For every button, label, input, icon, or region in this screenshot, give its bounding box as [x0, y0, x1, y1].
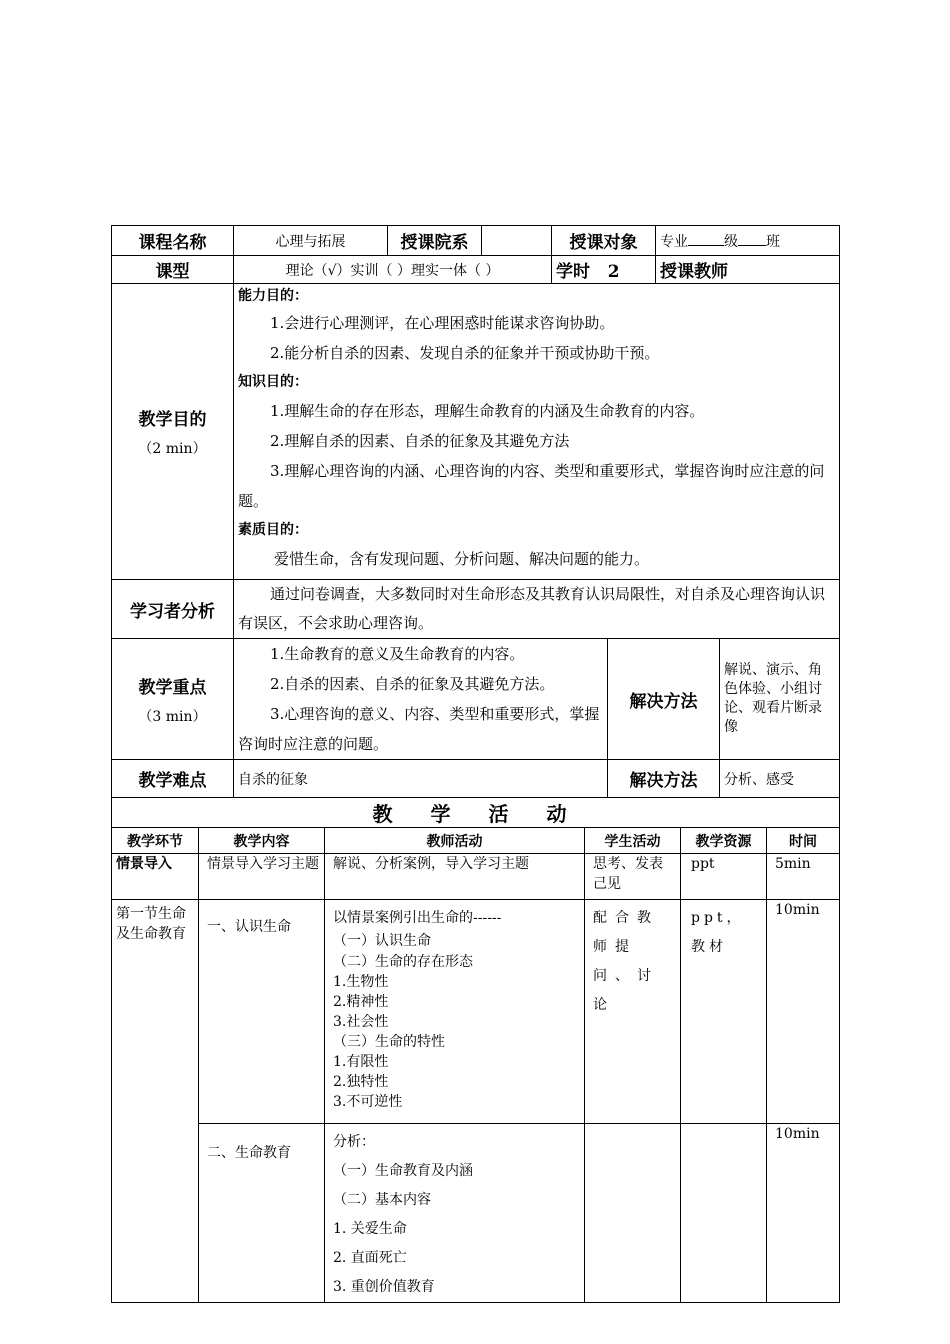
row2-teacher-item: （一）认识生命 — [333, 933, 431, 949]
key-method-label: 解决方法 — [608, 639, 720, 760]
row2-stage: 第一节生命及生命教育 — [112, 900, 199, 1303]
row2-teacher-item: 2.精神性 — [333, 994, 389, 1010]
row3-teacher-item: （二）基本内容 — [333, 1192, 431, 1208]
key-point-item: 3.心理咨询的意义、内容、类型和重要形式，掌握咨询时应注意的问题。 — [238, 705, 600, 753]
row3-teacher-item: 2. 直面死亡 — [333, 1250, 407, 1266]
key-points-table — [111, 638, 840, 798]
course-value: 心理与拓展 — [234, 226, 388, 256]
row2-teacher-item: （二）生命的存在形态 — [333, 954, 473, 970]
row2-teacher-item: 3.社会性 — [333, 1014, 389, 1030]
col-header: 教学资源 — [681, 828, 767, 854]
key-point-item: 2.自杀的因素、自杀的征象及其避免方法。 — [270, 675, 555, 693]
blank-class — [738, 231, 766, 246]
ability-item: 2.能分析自杀的因素、发现自杀的征象并干预或协助干预。 — [270, 344, 660, 362]
objectives-label-cell — [112, 284, 234, 580]
target-grade: 级 — [724, 233, 738, 250]
row1-content: 情景导入学习主题 — [199, 854, 325, 900]
key-points-content — [234, 639, 608, 760]
row3-student — [585, 1124, 681, 1303]
key-point-item: 1.生命教育的意义及生命教育的内容。 — [270, 645, 525, 663]
activities-title: 教学活动 — [372, 802, 605, 826]
lesson-plan-table — [111, 225, 840, 639]
learner-label: 学习者分析 — [112, 580, 234, 639]
row3-teacher-item: （一）生命教育及内涵 — [333, 1163, 473, 1179]
hours-label: 学时 — [556, 262, 590, 282]
course-label: 课程名称 — [112, 226, 234, 256]
dept-label: 授课院系 — [388, 226, 482, 256]
row1-time: 5min — [767, 854, 840, 900]
col-header: 教师活动 — [325, 828, 585, 854]
col-header: 时间 — [767, 828, 840, 854]
row2-content: 一、认识生命 — [199, 900, 325, 1124]
row2-teacher-item: 1.生物性 — [333, 974, 389, 990]
lesson-plan — [111, 225, 839, 1303]
knowledge-title: 知识目的： — [238, 374, 308, 390]
ability-title: 能力目的： — [238, 288, 308, 304]
row2-student: 配合教师提问、讨论 — [585, 900, 681, 1124]
row2-teacher — [325, 900, 585, 1124]
knowledge-item: 3.理解心理咨询的内涵、心理咨询的内容、类型和重要形式，掌握咨询时应注意的问题。 — [238, 462, 825, 510]
row1-resource: ppt — [681, 854, 767, 900]
row1-stage: 情景导入 — [112, 854, 199, 900]
row3-teacher — [325, 1124, 585, 1303]
row1-teacher: 解说、分析案例，导入学习主题 — [325, 854, 585, 900]
row2-teacher-item: （三）生命的特性 — [333, 1034, 445, 1050]
row2-resource: ppt，教材 — [681, 900, 767, 1124]
target-value — [656, 226, 840, 256]
row2-teacher-item: 2.独特性 — [333, 1074, 389, 1090]
dept-value — [482, 226, 552, 256]
row3-content: 二、生命教育 — [199, 1124, 325, 1303]
objectives-time: （2 min） — [138, 441, 207, 457]
learner-text: 通过问卷调查，大多数同时对生命形态及其教育认识局限性，对自杀及心理咨询认识有误区，不会求助心理咨询。 — [234, 580, 840, 639]
target-prefix: 专业 — [660, 233, 688, 250]
teacher-label: 授课教师 — [656, 256, 840, 284]
activities-title-cell — [112, 798, 840, 828]
difficulty-method-label: 解决方法 — [608, 760, 720, 798]
row3-teacher-item: 分析： — [333, 1134, 375, 1150]
difficulty-label: 教学难点 — [112, 760, 234, 798]
row3-resource — [681, 1124, 767, 1303]
row2-time: 10min — [767, 900, 840, 1124]
key-method-value: 解说、演示、角色体验、小组讨论、观看片断录像 — [720, 639, 840, 760]
col-header: 教学内容 — [199, 828, 325, 854]
quality-item: 爱惜生命，含有发现问题、分析问题、解决问题的能力。 — [274, 550, 650, 568]
objectives-content — [234, 284, 840, 580]
row2-teacher-item: 1.有限性 — [333, 1054, 389, 1070]
row3-teacher-item: 1. 关爱生命 — [333, 1221, 407, 1237]
type-label: 课型 — [112, 256, 234, 284]
knowledge-item: 1.理解生命的存在形态，理解生命教育的内涵及生命教育的内容。 — [270, 402, 705, 420]
key-points-time: （3 min） — [138, 708, 207, 725]
type-value: 理论（√）实训（ ）理实一体（ ） — [234, 256, 552, 284]
difficulty-value: 自杀的征象 — [234, 760, 608, 798]
key-points-label: 教学重点 — [138, 677, 207, 698]
quality-title: 素质目的： — [238, 522, 308, 538]
row1-student: 思考、发表己见 — [585, 854, 681, 900]
blank-major — [688, 231, 724, 246]
col-header: 教学环节 — [112, 828, 199, 854]
col-header: 学生活动 — [585, 828, 681, 854]
target-label: 授课对象 — [552, 226, 656, 256]
objectives-label: 教学目的 — [138, 410, 207, 430]
key-points-label-cell — [112, 639, 234, 760]
difficulty-method-value: 分析、感受 — [720, 760, 840, 798]
knowledge-item: 2.理解自杀的因素、自杀的征象及其避免方法 — [270, 432, 570, 450]
ability-item: 1.会进行心理测评，在心理困惑时能谋求咨询协助。 — [270, 314, 615, 332]
row2-teacher-item: 3.不可逆性 — [333, 1094, 403, 1110]
hours-cell — [552, 256, 656, 284]
row2-teacher-intro: 以情景案例引出生命的------ — [333, 910, 502, 926]
row3-teacher-item: 3. 重创价值教育 — [333, 1279, 435, 1295]
target-class: 班 — [766, 233, 780, 250]
row3-time: 10min — [767, 1124, 840, 1303]
hours-value: 2 — [607, 262, 620, 282]
activities-table — [111, 797, 840, 1303]
